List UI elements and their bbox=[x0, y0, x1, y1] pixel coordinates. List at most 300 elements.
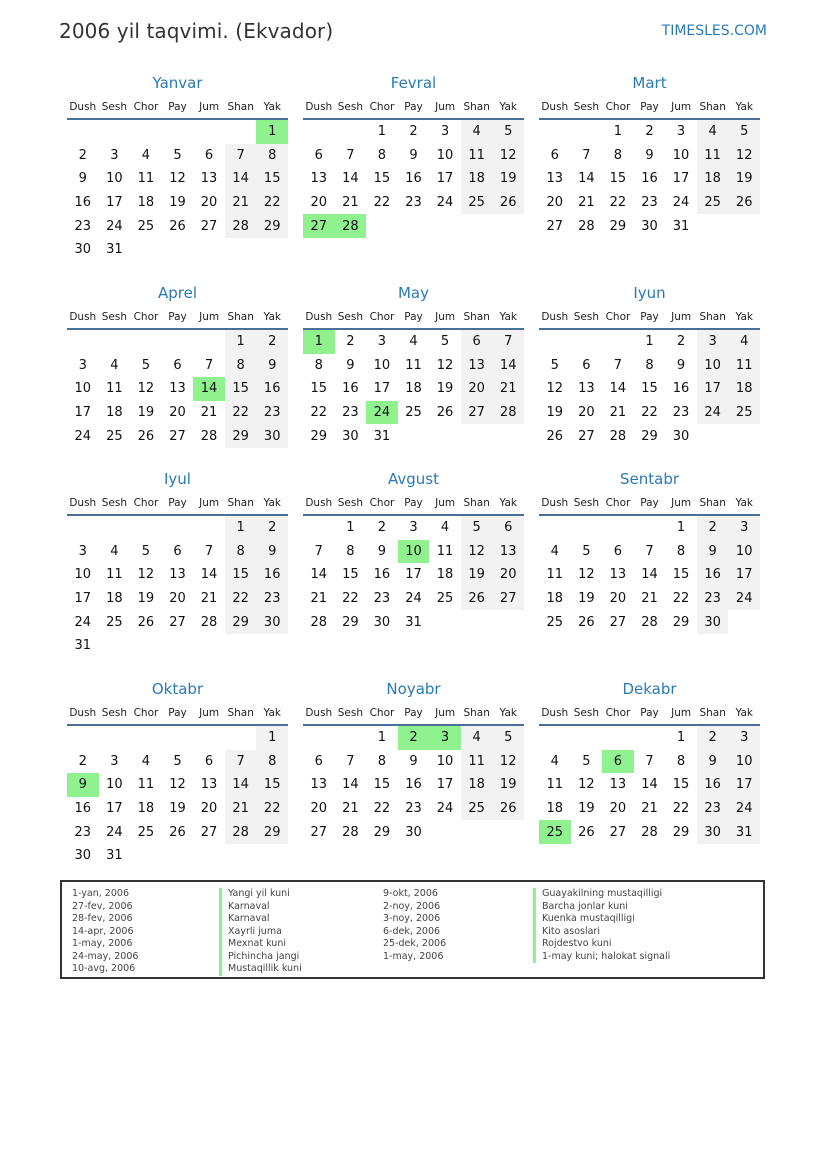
day-cell: 21 bbox=[310, 591, 328, 607]
day-cell: 26 bbox=[137, 428, 155, 444]
day-cell: 20 bbox=[169, 591, 186, 607]
weekday-label: Shan bbox=[227, 101, 254, 113]
day-cell: 15 bbox=[225, 377, 257, 401]
day-cell: 8 bbox=[314, 357, 323, 373]
day-cell: 20 bbox=[200, 195, 218, 211]
weekday-label: Jum bbox=[199, 497, 220, 509]
day-cell: 28 bbox=[200, 428, 218, 444]
day-cell: 11 bbox=[728, 354, 760, 378]
day-grid bbox=[67, 726, 288, 868]
day-cell: 13 bbox=[169, 567, 186, 583]
weekday-label: Yak bbox=[735, 311, 753, 323]
legend-date: 25-dek, 2006 bbox=[383, 938, 447, 949]
weekday-header bbox=[303, 306, 524, 330]
weekday-label: Shan bbox=[699, 707, 726, 719]
day-cell: 13 bbox=[609, 567, 627, 583]
day-cell: 27 bbox=[492, 587, 524, 611]
day-cell: 21 bbox=[342, 195, 359, 211]
day-cell: 19 bbox=[728, 167, 760, 191]
day-cell: 22 bbox=[672, 801, 690, 817]
weekday-label: Chor bbox=[605, 311, 631, 323]
holiday-day-cell: 1 bbox=[303, 330, 335, 354]
legend-names-left bbox=[219, 888, 302, 976]
month-name: Mart bbox=[632, 74, 667, 92]
day-cell: 10 bbox=[436, 147, 454, 163]
day-cell: 13 bbox=[310, 171, 328, 187]
day-cell: 23 bbox=[74, 218, 92, 234]
holiday-day-cell: 28 bbox=[335, 214, 367, 238]
weekday-label: Jum bbox=[671, 311, 692, 323]
day-cell: 12 bbox=[728, 144, 760, 168]
day-cell: 1 bbox=[676, 730, 686, 746]
day-cell: 2 bbox=[377, 520, 387, 536]
day-cell: 15 bbox=[256, 167, 288, 191]
month-name: Iyun bbox=[633, 284, 666, 302]
day-cell: 7 bbox=[613, 357, 623, 373]
day-cell: 29 bbox=[672, 614, 690, 630]
weekday-label: Pay bbox=[404, 707, 423, 719]
day-cell: 1 bbox=[256, 726, 288, 750]
day-cell: 3 bbox=[676, 124, 686, 140]
day-cell: 5 bbox=[440, 334, 450, 350]
weekday-label: Yak bbox=[263, 497, 281, 509]
day-cell: 29 bbox=[373, 824, 391, 840]
weekday-label: Sesh bbox=[337, 707, 363, 719]
weekday-label: Sesh bbox=[101, 707, 127, 719]
day-cell: 21 bbox=[225, 191, 257, 215]
day-cell: 6 bbox=[492, 516, 524, 540]
empty-cell bbox=[67, 120, 99, 144]
day-cell: 30 bbox=[697, 610, 729, 634]
weekday-label: Pay bbox=[640, 497, 659, 509]
day-cell: 17 bbox=[436, 777, 454, 793]
day-cell: 5 bbox=[492, 120, 524, 144]
empty-cell bbox=[130, 120, 162, 144]
day-grid bbox=[539, 120, 760, 238]
day-cell: 6 bbox=[204, 753, 214, 769]
day-cell: 9 bbox=[256, 354, 288, 378]
brand-link[interactable]: TIMESLES.COM bbox=[661, 23, 767, 39]
empty-cell bbox=[99, 726, 131, 750]
empty-cell bbox=[571, 120, 603, 144]
day-cell: 17 bbox=[728, 773, 760, 797]
legend-holiday-name: Pichincha jangi bbox=[219, 951, 302, 964]
day-cell: 12 bbox=[492, 750, 524, 774]
empty-cell bbox=[162, 330, 194, 354]
weekday-label: Jum bbox=[435, 311, 456, 323]
day-cell: 25 bbox=[461, 191, 493, 215]
day-cell: 8 bbox=[256, 750, 288, 774]
day-cell: 1 bbox=[645, 334, 654, 350]
holiday-day-cell: 27 bbox=[303, 214, 335, 238]
day-cell: 27 bbox=[200, 218, 218, 234]
weekday-label: Chor bbox=[369, 497, 395, 509]
weekday-label: Yak bbox=[735, 707, 753, 719]
legend-date: 2-noy, 2006 bbox=[383, 900, 441, 912]
day-cell: 27 bbox=[169, 614, 186, 630]
day-cell: 18 bbox=[546, 801, 564, 817]
day-cell: 10 bbox=[436, 753, 454, 769]
day-cell: 21 bbox=[342, 801, 359, 817]
holiday-day-cell: 10 bbox=[398, 540, 430, 564]
empty-cell bbox=[335, 726, 367, 750]
month-iyul bbox=[67, 470, 288, 658]
empty-cell bbox=[67, 516, 99, 540]
day-cell: 15 bbox=[342, 567, 359, 583]
month-avgust bbox=[303, 470, 524, 634]
month-oktabr bbox=[67, 680, 288, 868]
day-cell: 28 bbox=[578, 218, 595, 234]
weekday-label: Chor bbox=[133, 497, 159, 509]
day-cell: 18 bbox=[405, 381, 422, 397]
weekday-label: Jum bbox=[435, 497, 456, 509]
day-cell: 29 bbox=[256, 820, 288, 844]
day-cell: 10 bbox=[728, 540, 760, 564]
month-name: Aprel bbox=[157, 284, 198, 302]
weekday-header bbox=[303, 492, 524, 516]
day-cell: 5 bbox=[582, 753, 591, 769]
day-cell: 25 bbox=[106, 614, 123, 630]
day-grid bbox=[67, 330, 288, 448]
day-cell: 7 bbox=[582, 147, 591, 163]
day-cell: 22 bbox=[256, 191, 288, 215]
day-cell: 4 bbox=[110, 543, 119, 559]
legend-holiday-name: Karnaval bbox=[219, 913, 302, 926]
weekday-label: Dush bbox=[541, 497, 569, 509]
day-cell: 8 bbox=[613, 147, 623, 163]
day-cell: 28 bbox=[225, 820, 257, 844]
day-cell: 25 bbox=[137, 218, 155, 234]
day-cell: 26 bbox=[578, 824, 595, 840]
empty-cell bbox=[571, 516, 603, 540]
day-cell: 7 bbox=[645, 753, 654, 769]
day-cell: 9 bbox=[409, 753, 418, 769]
day-cell: 4 bbox=[728, 330, 760, 354]
day-cell: 29 bbox=[672, 824, 690, 840]
day-cell: 3 bbox=[728, 726, 760, 750]
day-cell: 13 bbox=[492, 540, 524, 564]
day-cell: 28 bbox=[492, 401, 524, 425]
day-cell: 2 bbox=[697, 516, 729, 540]
month-name: Sentabr bbox=[619, 470, 680, 488]
day-cell: 31 bbox=[373, 428, 391, 444]
day-cell: 13 bbox=[609, 777, 627, 793]
day-cell: 14 bbox=[578, 171, 595, 187]
day-cell: 27 bbox=[169, 428, 186, 444]
day-cell: 22 bbox=[609, 195, 627, 211]
weekday-header bbox=[67, 702, 288, 726]
day-cell: 22 bbox=[342, 591, 359, 607]
day-cell: 4 bbox=[141, 147, 151, 163]
day-cell: 22 bbox=[373, 195, 391, 211]
day-cell: 29 bbox=[609, 218, 627, 234]
day-cell: 30 bbox=[256, 610, 288, 634]
weekday-label: Dush bbox=[69, 707, 97, 719]
day-cell: 4 bbox=[440, 520, 450, 536]
day-cell: 24 bbox=[672, 195, 690, 211]
legend-names-right bbox=[533, 888, 670, 963]
empty-cell bbox=[225, 726, 257, 750]
weekday-label: Yak bbox=[499, 707, 517, 719]
day-cell: 30 bbox=[373, 614, 391, 630]
day-cell: 25 bbox=[461, 797, 493, 821]
day-cell: 4 bbox=[461, 120, 493, 144]
empty-cell bbox=[602, 516, 634, 540]
day-cell: 1 bbox=[676, 520, 686, 536]
empty-cell bbox=[225, 120, 257, 144]
empty-cell bbox=[539, 120, 571, 144]
day-cell: 9 bbox=[409, 147, 418, 163]
weekday-label: Jum bbox=[671, 497, 692, 509]
day-cell: 30 bbox=[405, 824, 422, 840]
day-cell: 7 bbox=[492, 330, 524, 354]
day-cell: 19 bbox=[546, 405, 564, 421]
day-cell: 9 bbox=[78, 171, 87, 187]
day-cell: 22 bbox=[373, 801, 391, 817]
day-cell: 10 bbox=[106, 171, 123, 187]
weekday-label: Sesh bbox=[337, 497, 363, 509]
day-cell: 18 bbox=[137, 195, 155, 211]
day-cell: 18 bbox=[106, 591, 123, 607]
empty-cell bbox=[602, 330, 634, 354]
day-cell: 7 bbox=[645, 543, 654, 559]
day-cell: 10 bbox=[672, 147, 690, 163]
day-cell: 15 bbox=[609, 171, 627, 187]
empty-cell bbox=[539, 330, 571, 354]
day-cell: 19 bbox=[137, 405, 155, 421]
day-cell: 17 bbox=[405, 567, 422, 583]
day-cell: 8 bbox=[676, 753, 686, 769]
day-cell: 2 bbox=[409, 124, 418, 140]
day-grid bbox=[303, 726, 524, 844]
day-cell: 26 bbox=[728, 191, 760, 215]
day-cell: 16 bbox=[697, 563, 729, 587]
day-cell: 16 bbox=[672, 381, 690, 397]
day-cell: 10 bbox=[728, 750, 760, 774]
day-cell: 13 bbox=[200, 777, 218, 793]
day-cell: 26 bbox=[137, 614, 155, 630]
day-cell: 28 bbox=[342, 824, 359, 840]
day-cell: 29 bbox=[256, 214, 288, 238]
day-cell: 19 bbox=[169, 801, 186, 817]
day-cell: 6 bbox=[613, 543, 623, 559]
weekday-label: Pay bbox=[168, 311, 187, 323]
day-cell: 2 bbox=[78, 753, 87, 769]
day-cell: 9 bbox=[256, 540, 288, 564]
empty-cell bbox=[303, 516, 335, 540]
day-cell: 31 bbox=[106, 848, 123, 864]
empty-cell bbox=[130, 516, 162, 540]
day-cell: 14 bbox=[641, 777, 658, 793]
weekday-label: Dush bbox=[305, 707, 333, 719]
day-cell: 30 bbox=[641, 218, 658, 234]
day-cell: 26 bbox=[169, 218, 186, 234]
holiday-day-cell: 14 bbox=[193, 377, 225, 401]
weekday-label: Chor bbox=[605, 101, 631, 113]
day-cell: 6 bbox=[173, 357, 182, 373]
day-cell: 20 bbox=[461, 377, 493, 401]
empty-cell bbox=[335, 120, 367, 144]
weekday-header bbox=[539, 492, 760, 516]
day-cell: 15 bbox=[672, 567, 690, 583]
weekday-label: Jum bbox=[671, 707, 692, 719]
day-cell: 23 bbox=[641, 195, 658, 211]
day-cell: 8 bbox=[256, 144, 288, 168]
holiday-day-cell: 3 bbox=[429, 726, 461, 750]
day-cell: 30 bbox=[672, 428, 690, 444]
day-cell: 13 bbox=[310, 777, 328, 793]
weekday-label: Sesh bbox=[573, 707, 599, 719]
day-cell: 17 bbox=[728, 563, 760, 587]
day-cell: 24 bbox=[728, 797, 760, 821]
day-cell: 12 bbox=[492, 144, 524, 168]
legend-holiday-name: Xayrli juma bbox=[219, 926, 302, 939]
weekday-label: Yak bbox=[735, 101, 753, 113]
legend-holiday-name: 1-may kuni; halokat signali bbox=[533, 951, 670, 964]
day-cell: 12 bbox=[137, 381, 155, 397]
day-cell: 31 bbox=[106, 242, 123, 258]
month-fevral bbox=[303, 74, 524, 238]
legend-date: 10-avg, 2006 bbox=[72, 963, 136, 974]
empty-cell bbox=[99, 120, 131, 144]
day-cell: 24 bbox=[697, 401, 729, 425]
day-cell: 7 bbox=[346, 753, 355, 769]
day-cell: 27 bbox=[310, 824, 328, 840]
weekday-label: Sesh bbox=[573, 101, 599, 113]
holiday-day-cell: 2 bbox=[398, 726, 430, 750]
weekday-label: Chor bbox=[133, 707, 159, 719]
weekday-label: Yak bbox=[263, 311, 281, 323]
day-cell: 24 bbox=[728, 587, 760, 611]
day-cell: 24 bbox=[436, 195, 454, 211]
day-cell: 20 bbox=[609, 591, 627, 607]
day-cell: 24 bbox=[106, 824, 123, 840]
empty-cell bbox=[539, 516, 571, 540]
weekday-label: Sesh bbox=[337, 101, 363, 113]
weekday-label: Sesh bbox=[573, 311, 599, 323]
day-cell: 7 bbox=[204, 543, 214, 559]
weekday-label: Yak bbox=[263, 101, 281, 113]
day-cell: 8 bbox=[225, 354, 257, 378]
day-cell: 14 bbox=[225, 167, 257, 191]
weekday-label: Shan bbox=[463, 101, 490, 113]
weekday-label: Pay bbox=[168, 497, 187, 509]
day-cell: 24 bbox=[436, 801, 454, 817]
day-cell: 26 bbox=[461, 587, 493, 611]
weekday-label: Sesh bbox=[101, 101, 127, 113]
day-cell: 4 bbox=[461, 726, 493, 750]
day-cell: 18 bbox=[106, 405, 123, 421]
weekday-label: Dush bbox=[305, 497, 333, 509]
empty-cell bbox=[162, 516, 194, 540]
day-cell: 8 bbox=[346, 543, 355, 559]
day-cell: 14 bbox=[609, 381, 627, 397]
weekday-label: Shan bbox=[463, 311, 490, 323]
day-cell: 23 bbox=[672, 405, 690, 421]
day-cell: 15 bbox=[225, 563, 257, 587]
day-cell: 7 bbox=[204, 357, 214, 373]
day-cell: 26 bbox=[436, 405, 454, 421]
day-cell: 11 bbox=[546, 777, 564, 793]
day-cell: 9 bbox=[697, 540, 729, 564]
day-cell: 15 bbox=[672, 777, 690, 793]
legend-holiday-name: Guayakilning mustaqilligi bbox=[533, 888, 670, 901]
legend-date: 3-noy, 2006 bbox=[383, 913, 441, 924]
legend-dates-right bbox=[383, 888, 446, 963]
weekday-header bbox=[303, 702, 524, 726]
weekday-label: Dush bbox=[541, 101, 569, 113]
empty-cell bbox=[130, 330, 162, 354]
day-cell: 22 bbox=[225, 401, 257, 425]
day-cell: 5 bbox=[141, 543, 151, 559]
day-cell: 4 bbox=[550, 543, 559, 559]
day-cell: 12 bbox=[169, 171, 186, 187]
day-cell: 31 bbox=[728, 820, 760, 844]
day-cell: 1 bbox=[346, 520, 355, 536]
month-dekabr bbox=[539, 680, 760, 844]
day-cell: 2 bbox=[256, 330, 288, 354]
day-cell: 4 bbox=[409, 334, 418, 350]
day-cell: 22 bbox=[641, 405, 658, 421]
day-cell: 16 bbox=[373, 567, 391, 583]
day-cell: 16 bbox=[405, 777, 422, 793]
weekday-header bbox=[67, 306, 288, 330]
day-cell: 3 bbox=[409, 520, 418, 536]
day-cell: 18 bbox=[546, 591, 564, 607]
empty-cell bbox=[99, 330, 131, 354]
day-cell: 5 bbox=[461, 516, 493, 540]
day-cell: 13 bbox=[200, 171, 218, 187]
day-cell: 11 bbox=[106, 567, 123, 583]
weekday-label: Yak bbox=[499, 101, 517, 113]
day-cell: 15 bbox=[373, 171, 391, 187]
legend-holiday-name: Karnaval bbox=[219, 901, 302, 914]
empty-cell bbox=[162, 726, 194, 750]
day-cell: 27 bbox=[609, 824, 627, 840]
month-name: Oktabr bbox=[151, 680, 204, 698]
legend-holiday-name: Yangi yil kuni bbox=[219, 888, 302, 901]
day-cell: 25 bbox=[728, 401, 760, 425]
day-cell: 8 bbox=[225, 540, 257, 564]
weekday-header bbox=[67, 492, 288, 516]
day-cell: 23 bbox=[697, 797, 729, 821]
day-cell: 28 bbox=[225, 214, 257, 238]
month-name: Iyul bbox=[164, 470, 191, 488]
day-cell: 23 bbox=[405, 801, 422, 817]
day-cell: 3 bbox=[78, 543, 87, 559]
weekday-label: Pay bbox=[404, 497, 423, 509]
day-cell: 17 bbox=[672, 171, 690, 187]
day-cell: 18 bbox=[697, 167, 729, 191]
day-grid bbox=[67, 120, 288, 262]
day-cell: 25 bbox=[697, 191, 729, 215]
day-cell: 20 bbox=[546, 195, 564, 211]
day-cell: 12 bbox=[546, 381, 564, 397]
day-cell: 27 bbox=[609, 614, 627, 630]
day-cell: 28 bbox=[609, 428, 627, 444]
month-name: Avgust bbox=[388, 470, 439, 488]
weekday-label: Chor bbox=[369, 101, 395, 113]
empty-cell bbox=[303, 120, 335, 144]
day-cell: 28 bbox=[641, 824, 658, 840]
empty-cell bbox=[193, 726, 225, 750]
day-cell: 21 bbox=[492, 377, 524, 401]
day-cell: 11 bbox=[546, 567, 564, 583]
weekday-label: Yak bbox=[499, 311, 517, 323]
empty-cell bbox=[571, 330, 603, 354]
weekday-label: Dush bbox=[305, 101, 333, 113]
weekday-label: Chor bbox=[605, 707, 631, 719]
